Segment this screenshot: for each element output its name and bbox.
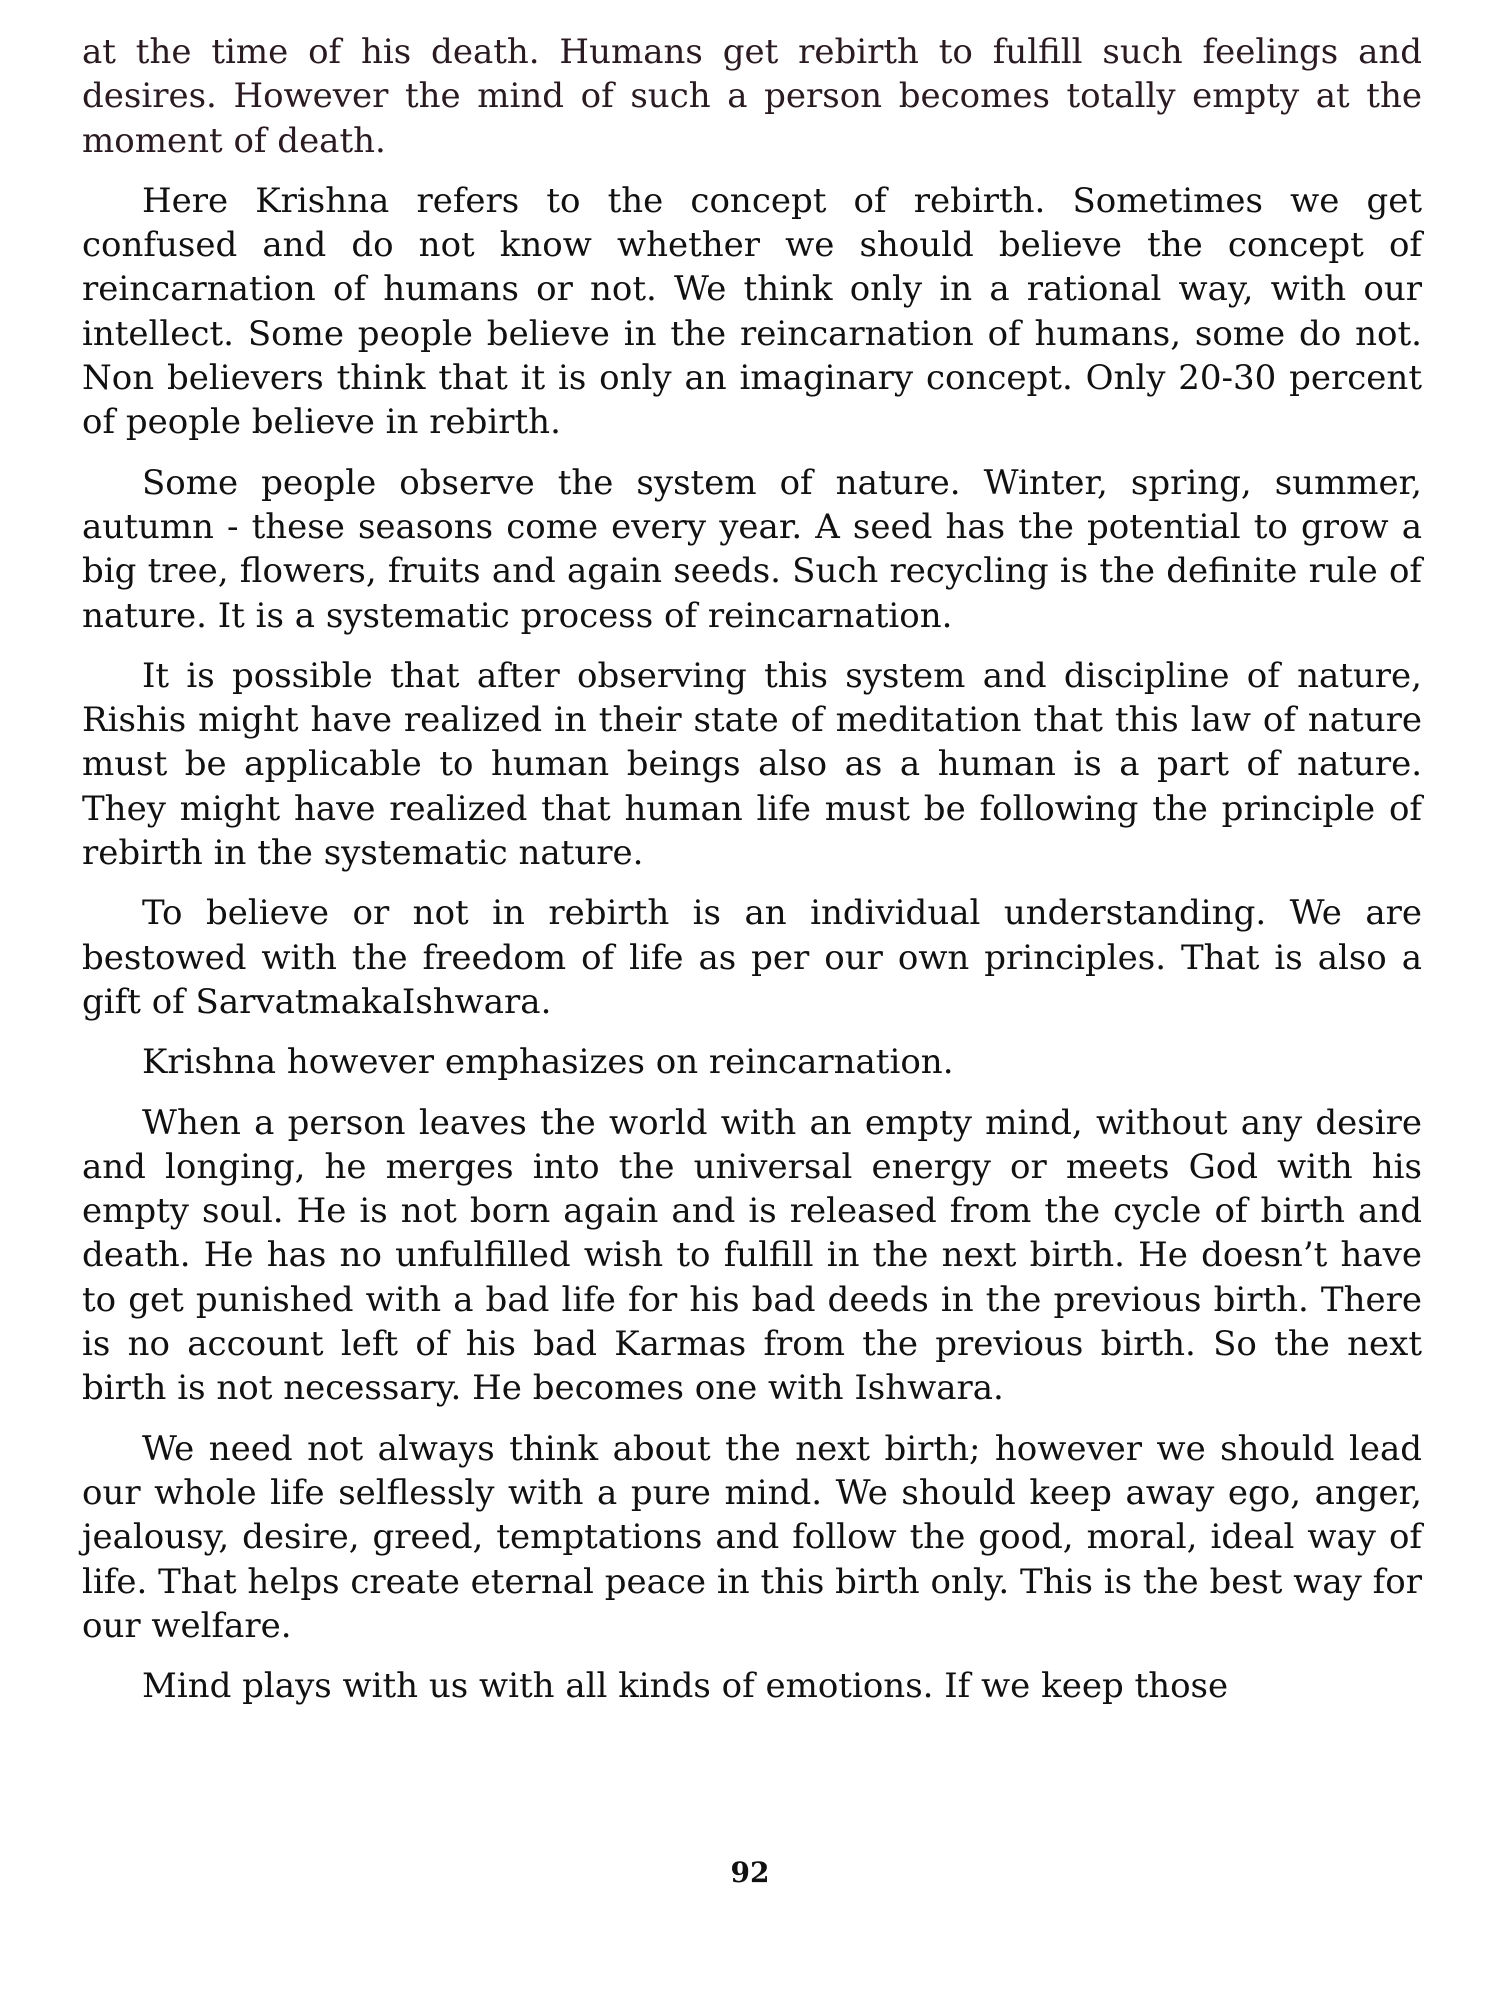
page-number: 92 <box>730 1856 770 1889</box>
paragraph-krishna-emphasis: Krishna however emphasizes on reincarnation. <box>142 1042 954 1083</box>
paragraph-empty-mind: When a person leaves the world with an empty mind, without any desire and longing, he merges into the universal energy or meets God with his empty soul. He is not born again and is released from the cycle of birth and death. He has no unfulfilled wish to fulfill in the next birth. He doesn’t have to get punished with a bad life for his bad deeds in the previous birth. There is no account left of his bad Karmas from the previous birth. So the next birth is not necessary. He becomes one with Ishwara. <box>82 1102 1422 1409</box>
paragraph-system-of-nature: Some people observe the system of nature. Winter, spring, summer, autumn - these seasons come every year. A seed has the potential to grow a big tree, flowers, fruits and again seeds. Such recycling is the definite rule of nature. It is a systematic process of reincarnation. <box>82 462 1422 636</box>
paragraph-individual-understanding: To believe or not in rebirth is an individual understanding. We are bestowed with the freedom of life as per our own principles. That is also a gift of SarvatmakaIshwara. <box>82 893 1422 1022</box>
body-text <box>82 30 1422 1724</box>
paragraph-selfless-life: We need not always think about the next birth; however we should lead our whole life selflessly with a pure mind. We should keep away ego, anger, jealousy, desire, greed, temptations and follow the good, moral, ideal way of life. That helps create eternal peace in this birth only. This is the best way for our welfare. <box>82 1428 1422 1646</box>
paragraph-rishis-meditation: It is possible that after observing this system and discipline of nature, Rishis might have realized in their state of meditation that this law of nature must be applicable to human beings also as a human is a part of nature. They might have realized that human life must be following the principle of rebirth in the systematic nature. <box>82 655 1422 874</box>
paragraph-mind-emotions: Mind plays with us with all kinds of emotions. If we keep those <box>142 1666 1229 1707</box>
paragraph-continued: at the time of his death. Humans get rebirth to fulfill such feelings and desires. However the mind of such a person becomes totally empty at the moment of death. <box>82 32 1422 161</box>
paragraph-rebirth-concept: Here Krishna refers to the concept of rebirth. Sometimes we get confused and do not know whether we should believe the concept of reincarnation of humans or not. We think only in a rational way, with our intellect. Some people believe in the reincarnation of humans, some do not. Non believers think that it is only an imaginary concept. Only 20-30 percent of people believe in rebirth. <box>82 180 1422 443</box>
